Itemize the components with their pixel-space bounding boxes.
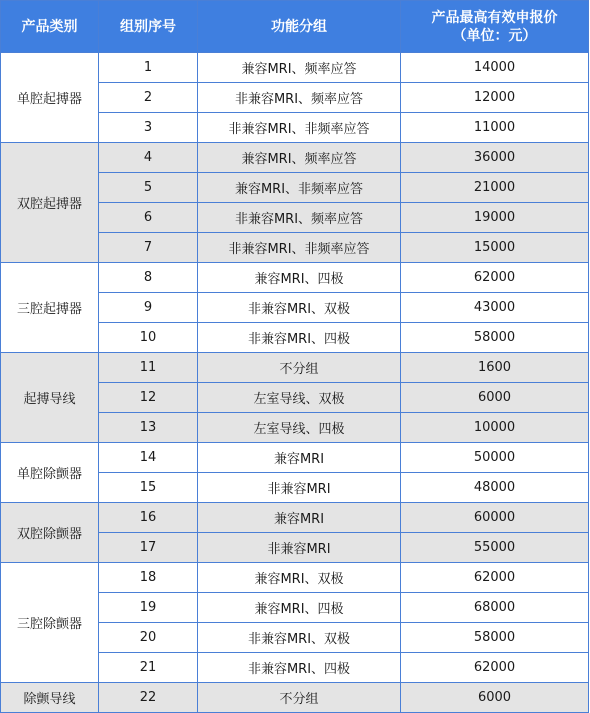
table-body [1,53,589,713]
function-group-cell: 非兼容MRI、频率应答 [198,83,401,113]
price-cell: 6000 [401,683,589,713]
category-cell: 三腔除颤器 [1,563,99,683]
function-group-cell: 兼容MRI、频率应答 [198,143,401,173]
group-number-cell: 19 [99,593,198,623]
header-price-title: 产品最高有效申报价 [431,9,558,26]
function-group-cell: 兼容MRI、四极 [198,263,401,293]
group-number-cell: 6 [99,203,198,233]
group-number-cell: 20 [99,623,198,653]
function-group-cell: 兼容MRI、双极 [198,563,401,593]
group-number-cell: 22 [99,683,198,713]
group-number-cell: 10 [99,323,198,353]
category-cell: 双腔除颤器 [1,503,99,563]
function-group-cell: 非兼容MRI、四极 [198,323,401,353]
price-cell: 48000 [401,473,589,503]
group-number-cell: 12 [99,383,198,413]
price-cell: 55000 [401,533,589,563]
group-number-cell: 16 [99,503,198,533]
price-cell: 14000 [401,53,589,83]
category-cell: 三腔起搏器 [1,263,99,353]
group-number-cell: 13 [99,413,198,443]
group-number-cell: 11 [99,353,198,383]
header-function-group: 功能分组 [198,1,401,53]
price-cell: 60000 [401,503,589,533]
price-cell: 50000 [401,443,589,473]
header-price-unit: （单位：元） [452,27,537,44]
group-number-cell: 17 [99,533,198,563]
function-group-cell: 非兼容MRI、非频率应答 [198,233,401,263]
header-category: 产品类别 [1,1,99,53]
function-group-cell: 不分组 [198,683,401,713]
function-group-cell: 非兼容MRI、频率应答 [198,203,401,233]
price-cell: 62000 [401,653,589,683]
group-number-cell: 3 [99,113,198,143]
function-group-cell: 左室导线、双极 [198,383,401,413]
table-row [1,503,589,533]
function-group-cell: 非兼容MRI [198,473,401,503]
price-cell: 11000 [401,113,589,143]
price-cell: 43000 [401,293,589,323]
price-cell: 62000 [401,263,589,293]
group-number-cell: 2 [99,83,198,113]
function-group-cell: 兼容MRI、非频率应答 [198,173,401,203]
price-cell: 1600 [401,353,589,383]
function-group-cell: 左室导线、四极 [198,413,401,443]
group-number-cell: 4 [99,143,198,173]
group-number-cell: 5 [99,173,198,203]
table-row [1,143,589,173]
table-row [1,53,589,83]
category-cell: 除颤导线 [1,683,99,713]
group-number-cell: 21 [99,653,198,683]
category-cell: 双腔起搏器 [1,143,99,263]
price-cell: 10000 [401,413,589,443]
group-number-cell: 8 [99,263,198,293]
price-cell: 6000 [401,383,589,413]
function-group-cell: 兼容MRI、频率应答 [198,53,401,83]
function-group-cell: 不分组 [198,353,401,383]
price-cell: 36000 [401,143,589,173]
price-cell: 19000 [401,203,589,233]
table-header-row [1,1,589,53]
function-group-cell: 兼容MRI、四极 [198,593,401,623]
price-cell: 21000 [401,173,589,203]
price-cell: 12000 [401,83,589,113]
function-group-cell: 非兼容MRI、非频率应答 [198,113,401,143]
price-cell: 58000 [401,323,589,353]
table-row [1,683,589,713]
table-row [1,443,589,473]
category-cell: 单腔除颤器 [1,443,99,503]
group-number-cell: 9 [99,293,198,323]
table-row [1,353,589,383]
price-cell: 15000 [401,233,589,263]
price-cell: 68000 [401,593,589,623]
header-price [401,1,589,53]
price-cell: 58000 [401,623,589,653]
function-group-cell: 兼容MRI [198,443,401,473]
group-number-cell: 15 [99,473,198,503]
group-number-cell: 1 [99,53,198,83]
function-group-cell: 非兼容MRI、双极 [198,293,401,323]
function-group-cell: 兼容MRI [198,503,401,533]
header-group-number: 组别序号 [99,1,198,53]
group-number-cell: 18 [99,563,198,593]
group-number-cell: 7 [99,233,198,263]
group-number-cell: 14 [99,443,198,473]
price-cell: 62000 [401,563,589,593]
function-group-cell: 非兼容MRI、双极 [198,623,401,653]
category-cell: 起搏导线 [1,353,99,443]
category-cell: 单腔起搏器 [1,53,99,143]
function-group-cell: 非兼容MRI、四极 [198,653,401,683]
table-row [1,263,589,293]
function-group-cell: 非兼容MRI [198,533,401,563]
table-row [1,563,589,593]
